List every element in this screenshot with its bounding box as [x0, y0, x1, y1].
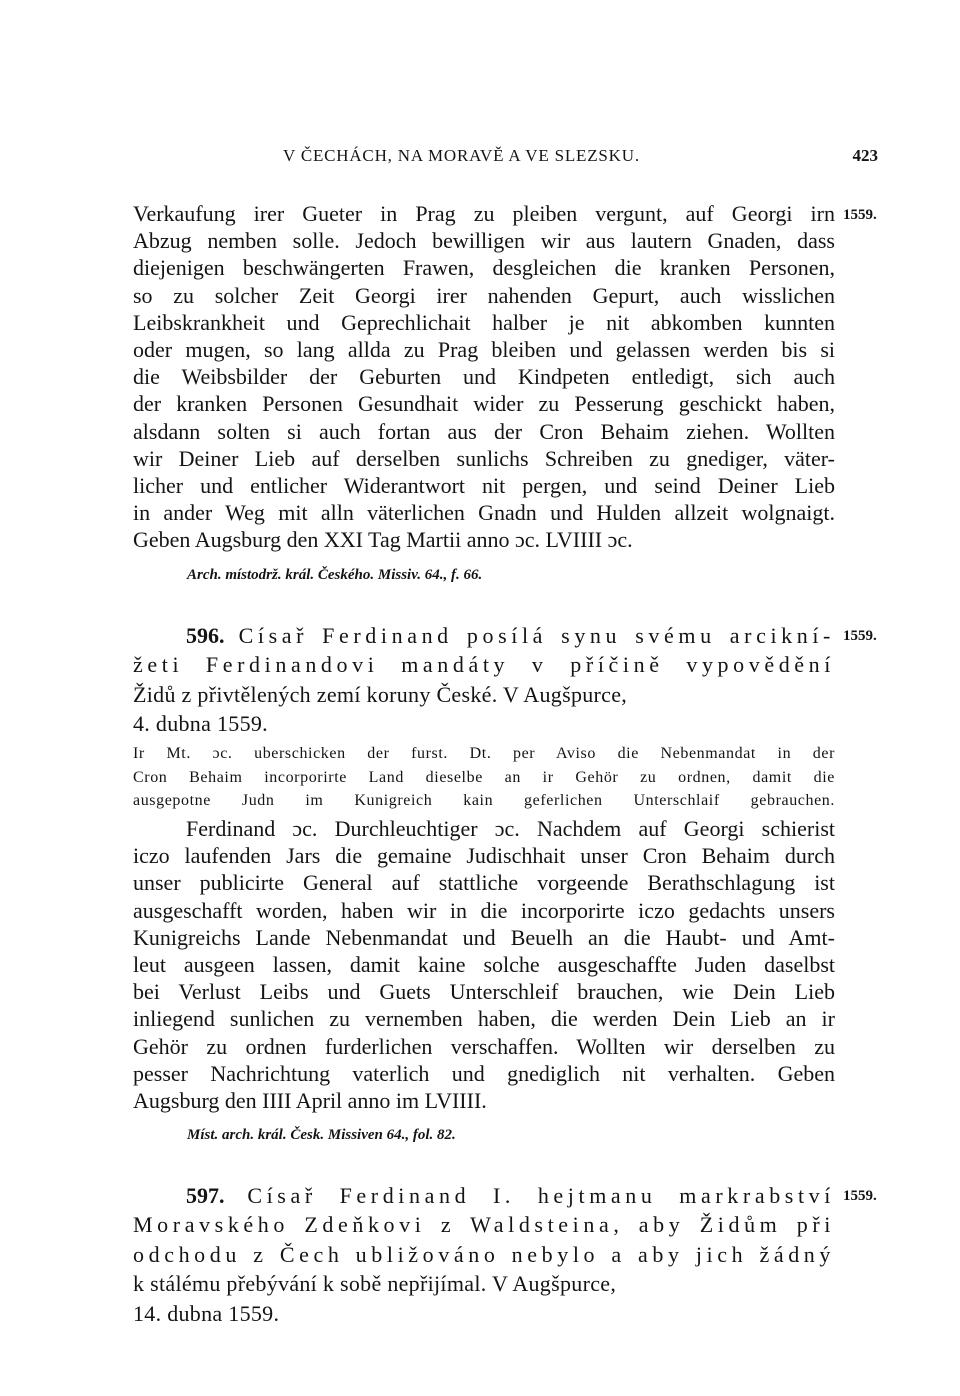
archive-citation: Arch. místodrž. král. Českého. Missiv. 64., f. 66.	[187, 567, 483, 583]
margin-year-596: 1559.	[843, 628, 877, 644]
summary-line: Cron Behaim incorporirte Land dieselbe an ir Gehör zu ordnen, damit die	[133, 768, 835, 786]
text-line: Ferdinand ɔc. Durchleuchtiger ɔc. Nachdem auf Georgi schierist	[186, 816, 835, 841]
text-line: inliegend sunlichen zu vernemben haben, die werden Dein Lieb an ir	[133, 1006, 835, 1032]
page-header	[283, 146, 878, 172]
summary-line: Ir Mt. ɔc. uberschicken der furst. Dt. per Aviso die Nebenmandat in der	[133, 745, 835, 762]
summary-line: ausgepotne Judn im Kunigreich kain geferlichen Unterschlaif gebrauchen.	[133, 792, 835, 810]
margin-year-continuation: 1559.	[843, 207, 877, 223]
text-line: wir Deiner Lieb auf derselben sunlichs Schreiben zu gnediger, väter-	[133, 445, 835, 471]
text-line: ausgeschafft worden, haben wir in die incorporirte iczo gedachts unsers	[133, 897, 835, 923]
title-line: Císař Ferdinand posílá synu svému arcikní-	[238, 623, 835, 648]
document-596-text	[133, 815, 835, 1114]
text-line: Augsburg den IIII April anno im LVIIII.	[133, 1088, 487, 1114]
text-line: licher und entlicher Widerantwort nit pergen, und seind Deiner Lieb	[133, 473, 835, 499]
title-line: Židů z přivtělených zemí koruny České. V Augšpurce,	[133, 681, 628, 707]
title-line: 4. dubna 1559.	[133, 711, 268, 737]
archive-citation: Míst. arch. král. Česk. Missiven 64., fol. 82.	[187, 1127, 456, 1143]
text-line: iczo laufenden Jars die gemaine Judischhait unser Cron Behaim durch	[133, 843, 835, 869]
text-line: Gehör zu ordnen furderlichen verschaffen. Wollten wir derselben zu	[133, 1033, 835, 1059]
text-line: Kunigreichs Lande Nebenmandat und Beuelh an die Haubt- und Amt-	[133, 924, 835, 950]
text-line: Abzug nemben solle. Jedoch bewilligen wir aus lautern Gnaden, dass	[133, 228, 835, 254]
continuation-text	[133, 200, 835, 554]
document-596-summary	[133, 742, 835, 813]
text-line: oder mugen, so lang allda zu Prag bleiben und gelassen werden bis si	[133, 337, 835, 363]
title-line: žeti Ferdinandovi mandáty v příčině vypovědění	[133, 652, 835, 678]
page-number: 423	[852, 146, 878, 165]
title-line: 14. dubna 1559.	[133, 1300, 280, 1326]
text-line: so zu solcher Zeit Georgi irer nahenden Gepurt, auch wisslichen	[133, 282, 835, 308]
document-596-title	[133, 621, 835, 739]
text-line: diejenigen beschwängerten Frawen, desgleichen die kranken Personen,	[133, 255, 835, 281]
document-number: 597.	[186, 1183, 225, 1208]
title-line: Císař Ferdinand I. hejtmanu markrabství	[247, 1183, 835, 1208]
margin-year-597: 1559.	[843, 1188, 877, 1204]
text-line: der kranken Personen Gesundhait wider zu Pesserung geschickt haben,	[133, 391, 835, 417]
running-title: V ČECHÁCH, NA MORAVĚ A VE SLEZSKU.	[283, 146, 640, 165]
title-line: odchodu z Čech ubližováno nebylo a aby jich žádný	[133, 1241, 835, 1267]
text-line: die Weibsbilder der Geburten und Kindpeten entledigt, sich auch	[133, 364, 835, 390]
document-number: 596.	[186, 623, 225, 648]
document-597-title	[133, 1181, 835, 1328]
text-line: bei Verlust Leibs und Guets Unterschleif brauchen, wie Dein Lieb	[133, 979, 835, 1005]
text-line: leut ausgeen lassen, damit kaine solche ausgeschaffte Juden daselbst	[133, 952, 835, 978]
title-line: Moravského Zdeňkovi z Waldsteina, aby Židům při	[133, 1212, 835, 1238]
text-line: Leibskrankheit und Geprechlichait halber je nit abkomben kunnten	[133, 309, 835, 335]
text-line: unser publicirte General auf stattliche vorgeende Berathschlagung ist	[133, 870, 835, 896]
text-line: in ander Weg mit alln väterlichen Gnadn und Hulden allzeit wolgnaigt.	[133, 500, 835, 526]
title-line: k stálému přebývání k sobě nepřijímal. V Augšpurce,	[133, 1271, 617, 1297]
text-line: alsdann solten si auch fortan aus der Cron Behaim ziehen. Wollten	[133, 418, 835, 444]
text-line: pesser Nachrichtung vaterlich und gnediglich nit verhalten. Geben	[133, 1060, 835, 1086]
text-line: Verkaufung irer Gueter in Prag zu pleiben vergunt, auf Georgi irn	[133, 201, 835, 226]
text-line: Geben Augsburg den XXI Tag Martii anno ɔc. LVIIII ɔc.	[133, 527, 633, 553]
